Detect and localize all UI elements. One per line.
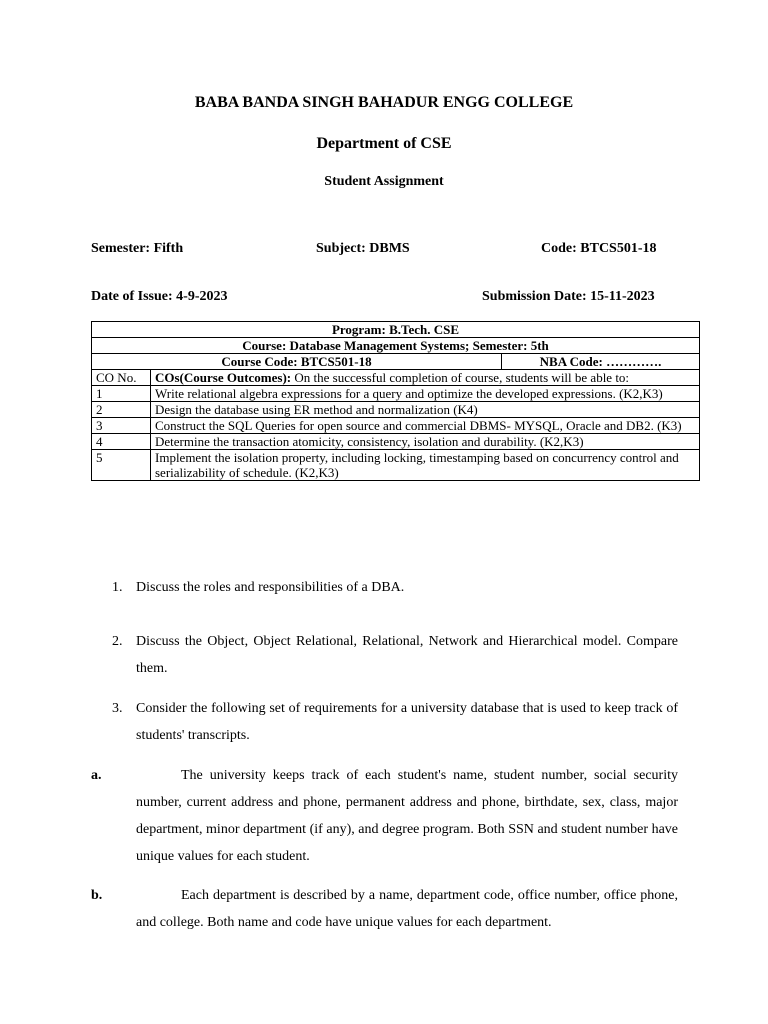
table-row: [92, 386, 700, 402]
program-cell: Program: B.Tech. CSE: [92, 322, 700, 338]
co-number: 1: [92, 386, 151, 402]
table-row: [92, 338, 700, 354]
course-code-cell: Course Code: BTCS501-18: [92, 354, 502, 370]
co-number: 4: [92, 434, 151, 450]
co-number-header: CO No.: [92, 370, 151, 386]
question-item: [112, 574, 678, 601]
table-row: [92, 418, 700, 434]
question-number: 1.: [112, 580, 123, 595]
code-label: Code: BTCS501-18: [541, 241, 657, 256]
question-number: 2.: [112, 634, 123, 649]
issue-date: Date of Issue: 4-9-2023: [91, 289, 228, 304]
co-header-text: On the successful completion of course, students will be able to:: [291, 370, 630, 385]
sub-item-label: a.: [91, 768, 102, 783]
department-title: Department of CSE: [316, 135, 452, 152]
question-text: Discuss the roles and responsibilities of a DBA.: [136, 580, 405, 595]
table-row: [92, 370, 700, 386]
co-description: Construct the SQL Queries for open source and commercial DBMS- MYSQL, Oracle and DB2. (K3): [151, 418, 700, 434]
sub-item: [91, 882, 678, 936]
semester-label: Semester: Fifth: [91, 241, 184, 256]
question-text: Consider the following set of requirements for a university database that is used to keep track of students' transcripts.: [136, 701, 678, 743]
co-number: 2: [92, 402, 151, 418]
table-row: [92, 322, 700, 338]
college-name: BABA BANDA SINGH BAHADUR ENGG COLLEGE: [194, 94, 574, 111]
table-row: [92, 450, 700, 481]
sub-item-text: The university keeps track of each student's name, student number, social security number, current address and phone, permanent address and phone, birthdate, sex, class, major department, minor department (if any), and degree program. Both SSN and student number have unique values for each student.: [136, 768, 678, 864]
question-item: [112, 628, 678, 682]
co-number: 3: [92, 418, 151, 434]
submission-date: Submission Date: 15-11-2023: [482, 289, 655, 304]
course-cell: Course: Database Management Systems; Semester: 5th: [92, 338, 700, 354]
question-number: 3.: [112, 701, 123, 716]
co-description-header: [151, 370, 700, 386]
co-description: Design the database using ER method and normalization (K4): [151, 402, 700, 418]
co-description: Implement the isolation property, including locking, timestamping based on concurrency control and serializability of schedule. (K2,K3): [151, 450, 700, 481]
course-outcomes-table: [91, 321, 700, 481]
co-number: 5: [92, 450, 151, 481]
question-text: Discuss the Object, Object Relational, Relational, Network and Hierarchical model. Compare them.: [136, 634, 678, 676]
co-description: Determine the transaction atomicity, consistency, isolation and durability. (K2,K3): [151, 434, 700, 450]
document-type: Student Assignment: [324, 174, 444, 189]
co-header-bold: COs(Course Outcomes):: [155, 370, 292, 385]
nba-code-cell: NBA Code: ………….: [502, 354, 700, 370]
sub-item: [91, 762, 678, 870]
sub-item-text: Each department is described by a name, department code, office number, office phone, and college. Both name and code have unique values for each department.: [136, 888, 678, 930]
question-list: [91, 574, 678, 936]
table-row: [92, 354, 700, 370]
subject-label: Subject: DBMS: [316, 241, 410, 256]
question-item: [112, 695, 678, 749]
co-description: Write relational algebra expressions for a query and optimize the developed expressions. (K2,K3): [151, 386, 700, 402]
sub-item-label: b.: [91, 888, 103, 903]
table-row: [92, 402, 700, 418]
table-row: [92, 434, 700, 450]
